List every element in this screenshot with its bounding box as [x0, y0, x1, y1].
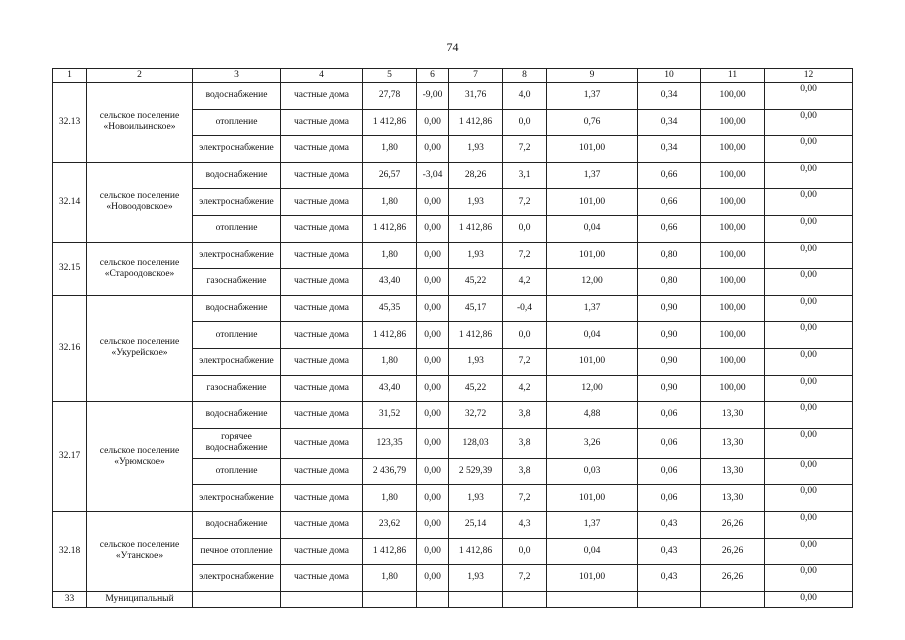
settlement-name — [87, 402, 193, 512]
value-col11: 100,00 — [701, 295, 765, 322]
column-header: 11 — [701, 69, 765, 83]
utility-type: газоснабжение — [193, 269, 281, 296]
value-col11: 100,00 — [701, 109, 765, 136]
empty-cell — [449, 591, 503, 607]
value-col11: 100,00 — [701, 269, 765, 296]
value-col12: 0,00 — [765, 189, 853, 216]
row-code: 32.13 — [53, 83, 87, 163]
value-col10: 0,80 — [638, 242, 701, 269]
column-header: 7 — [449, 69, 503, 83]
value-col9: 12,00 — [547, 269, 638, 296]
value-col6: 0,00 — [417, 375, 449, 402]
settlement-title: «Утанское» — [115, 551, 164, 562]
value-col10: 0,66 — [638, 162, 701, 189]
value-col10: 0,80 — [638, 269, 701, 296]
page-number: 74 — [446, 40, 459, 54]
value-col9: 1,37 — [547, 162, 638, 189]
column-header: 2 — [87, 69, 193, 83]
utility-type: отопление — [193, 322, 281, 349]
value-col10: 0,90 — [638, 348, 701, 375]
value-col5: 1,80 — [363, 242, 417, 269]
value-col12: 0,00 — [765, 215, 853, 242]
settlement-name: Муниципальный — [87, 591, 193, 607]
value-col9: 101,00 — [547, 189, 638, 216]
value-col7: 1,93 — [449, 242, 503, 269]
utility-type: электроснабжение — [193, 189, 281, 216]
column-header: 5 — [363, 69, 417, 83]
building-type: частные дома — [281, 538, 363, 565]
value-col11: 100,00 — [701, 215, 765, 242]
value-col5: 1,80 — [363, 485, 417, 512]
value-col9: 12,00 — [547, 375, 638, 402]
value-col12: 0,00 — [765, 402, 853, 429]
value-col10: 0,66 — [638, 189, 701, 216]
utility-type: электроснабжение — [193, 348, 281, 375]
utility-type: водоснабжение — [193, 295, 281, 322]
value-col11: 26,26 — [701, 511, 765, 538]
value-col12: 0,00 — [765, 322, 853, 349]
value-col12: 0,00 — [765, 269, 853, 296]
column-header: 1 — [53, 69, 87, 83]
building-type: частные дома — [281, 242, 363, 269]
value-col5: 2 436,79 — [363, 458, 417, 485]
empty-cell — [701, 591, 765, 607]
value-col9: 1,37 — [547, 295, 638, 322]
value-col9: 0,04 — [547, 215, 638, 242]
column-header: 4 — [281, 69, 363, 83]
value-col11: 13,30 — [701, 458, 765, 485]
building-type: частные дома — [281, 215, 363, 242]
value-col8: 4,2 — [503, 269, 547, 296]
empty-cell — [193, 591, 281, 607]
value-col8: 7,2 — [503, 485, 547, 512]
empty-cell — [503, 591, 547, 607]
value-col12: 0,00 — [765, 83, 853, 110]
value-col7: 1,93 — [449, 565, 503, 592]
settlement-type: сельское поселение — [99, 337, 180, 348]
value-col10: 0,06 — [638, 428, 701, 458]
table-row — [53, 83, 853, 110]
utility-type: водоснабжение — [193, 511, 281, 538]
value-col10: 0,34 — [638, 109, 701, 136]
value-col11: 100,00 — [701, 189, 765, 216]
empty-cell — [363, 591, 417, 607]
table-row — [53, 242, 853, 269]
building-type: частные дома — [281, 83, 363, 110]
value-col5: 23,62 — [363, 511, 417, 538]
value-col9: 101,00 — [547, 485, 638, 512]
value-col6: 0,00 — [417, 458, 449, 485]
value-col11: 100,00 — [701, 242, 765, 269]
column-header: 12 — [765, 69, 853, 83]
value-col10: 0,06 — [638, 402, 701, 429]
settlement-title: «Новоодовское» — [106, 202, 173, 213]
column-header: 9 — [547, 69, 638, 83]
settlement-type: сельское поселение — [99, 540, 180, 551]
value-col9: 0,04 — [547, 538, 638, 565]
row-code: 32.14 — [53, 162, 87, 242]
value-col9: 0,04 — [547, 322, 638, 349]
value-col10: 0,34 — [638, 136, 701, 163]
value-col8: 3,8 — [503, 428, 547, 458]
value-col8: 3,1 — [503, 162, 547, 189]
settlement-title: «Укурейское» — [111, 348, 168, 359]
value-col5: 27,78 — [363, 83, 417, 110]
value-col8: 0,0 — [503, 538, 547, 565]
building-type: частные дома — [281, 322, 363, 349]
value-col5: 123,35 — [363, 428, 417, 458]
utility-type: электроснабжение — [193, 242, 281, 269]
building-type: частные дома — [281, 162, 363, 189]
building-type: частные дома — [281, 348, 363, 375]
value-col7: 1 412,86 — [449, 109, 503, 136]
value-col9: 101,00 — [547, 348, 638, 375]
value-col8: 3,8 — [503, 458, 547, 485]
value-col7: 31,76 — [449, 83, 503, 110]
value-col5: 1 412,86 — [363, 538, 417, 565]
settlement-title: «Староодовское» — [104, 268, 175, 279]
row-code: 32.16 — [53, 295, 87, 401]
settlement-title: «Новоильинское» — [103, 122, 176, 133]
building-type: частные дома — [281, 402, 363, 429]
value-col10: 0,90 — [638, 375, 701, 402]
value-col8: 0,0 — [503, 109, 547, 136]
utility-type: водоснабжение — [193, 162, 281, 189]
table-row — [53, 591, 853, 607]
value-col11: 13,30 — [701, 402, 765, 429]
settlement-name — [87, 162, 193, 242]
building-type: частные дома — [281, 189, 363, 216]
value-col6: 0,00 — [417, 242, 449, 269]
value-col7: 2 529,39 — [449, 458, 503, 485]
row-code: 32.15 — [53, 242, 87, 295]
value-col5: 1 412,86 — [363, 109, 417, 136]
value-col12: 0,00 — [765, 485, 853, 512]
value-col8: 0,0 — [503, 322, 547, 349]
utility-type: электроснабжение — [193, 565, 281, 592]
value-col6: 0,00 — [417, 485, 449, 512]
value-col5: 1,80 — [363, 136, 417, 163]
value-col8: 4,3 — [503, 511, 547, 538]
value-col6: -3,04 — [417, 162, 449, 189]
value-col9: 1,37 — [547, 511, 638, 538]
settlement-type: сельское поселение — [99, 111, 180, 122]
value-col7: 45,22 — [449, 375, 503, 402]
value-col6: 0,00 — [417, 565, 449, 592]
value-col9: 101,00 — [547, 565, 638, 592]
value-col5: 43,40 — [363, 375, 417, 402]
utility-type: водоснабжение — [193, 83, 281, 110]
value-col7: 1,93 — [449, 485, 503, 512]
value-col11: 100,00 — [701, 136, 765, 163]
value-col8: 7,2 — [503, 565, 547, 592]
value-col12: 0,00 — [765, 565, 853, 592]
value-col8: 7,2 — [503, 189, 547, 216]
value-col10: 0,90 — [638, 295, 701, 322]
row-code: 33 — [53, 591, 87, 607]
settlement-name — [87, 511, 193, 591]
value-col7: 45,17 — [449, 295, 503, 322]
value-col5: 1,80 — [363, 348, 417, 375]
value-col11: 26,26 — [701, 538, 765, 565]
value-col6: 0,00 — [417, 109, 449, 136]
value-col8: 7,2 — [503, 136, 547, 163]
value-col10: 0,06 — [638, 458, 701, 485]
value-col6: 0,00 — [417, 269, 449, 296]
settlement-type: сельское поселение — [99, 257, 180, 268]
value-col11: 26,26 — [701, 565, 765, 592]
utility-type: электроснабжение — [193, 485, 281, 512]
value-col7: 1 412,86 — [449, 538, 503, 565]
value-col8: 7,2 — [503, 242, 547, 269]
table-body — [53, 69, 853, 608]
value-col9: 101,00 — [547, 136, 638, 163]
value-col9: 0,76 — [547, 109, 638, 136]
value-col5: 1,80 — [363, 189, 417, 216]
value-col6: 0,00 — [417, 428, 449, 458]
tariff-table — [52, 68, 853, 608]
header-row — [53, 69, 853, 83]
value-col7: 45,22 — [449, 269, 503, 296]
value-col10: 0,06 — [638, 485, 701, 512]
value-col8: -0,4 — [503, 295, 547, 322]
table-row — [53, 511, 853, 538]
value-col7: 1 412,86 — [449, 322, 503, 349]
value-col10: 0,43 — [638, 511, 701, 538]
value-col8: 3,8 — [503, 402, 547, 429]
value-col12: 0,00 — [765, 591, 853, 607]
building-type: частные дома — [281, 269, 363, 296]
column-header: 10 — [638, 69, 701, 83]
value-col6: 0,00 — [417, 215, 449, 242]
empty-cell — [281, 591, 363, 607]
utility-type: горячее водоснабжение — [193, 428, 281, 458]
value-col5: 1,80 — [363, 565, 417, 592]
value-col12: 0,00 — [765, 295, 853, 322]
value-col12: 0,00 — [765, 242, 853, 269]
value-col10: 0,43 — [638, 565, 701, 592]
value-col6: 0,00 — [417, 295, 449, 322]
value-col8: 4,0 — [503, 83, 547, 110]
value-col6: 0,00 — [417, 189, 449, 216]
value-col7: 1,93 — [449, 189, 503, 216]
building-type: частные дома — [281, 565, 363, 592]
empty-cell — [638, 591, 701, 607]
building-type: частные дома — [281, 458, 363, 485]
settlement-title: «Урюмское» — [114, 456, 165, 467]
value-col11: 100,00 — [701, 83, 765, 110]
value-col7: 28,26 — [449, 162, 503, 189]
utility-type: отопление — [193, 109, 281, 136]
utility-type: газоснабжение — [193, 375, 281, 402]
value-col6: 0,00 — [417, 348, 449, 375]
settlement-type: сельское поселение — [99, 445, 180, 456]
value-col6: 0,00 — [417, 511, 449, 538]
value-col11: 13,30 — [701, 428, 765, 458]
value-col10: 0,43 — [638, 538, 701, 565]
value-col12: 0,00 — [765, 375, 853, 402]
value-col5: 1 412,86 — [363, 215, 417, 242]
value-col7: 25,14 — [449, 511, 503, 538]
value-col12: 0,00 — [765, 136, 853, 163]
empty-cell — [417, 591, 449, 607]
value-col7: 128,03 — [449, 428, 503, 458]
value-col6: 0,00 — [417, 136, 449, 163]
settlement-type: сельское поселение — [99, 191, 180, 202]
building-type: частные дома — [281, 428, 363, 458]
value-col8: 7,2 — [503, 348, 547, 375]
value-col11: 100,00 — [701, 322, 765, 349]
value-col12: 0,00 — [765, 428, 853, 458]
value-col10: 0,34 — [638, 83, 701, 110]
building-type: частные дома — [281, 109, 363, 136]
value-col12: 0,00 — [765, 348, 853, 375]
row-code: 32.17 — [53, 402, 87, 512]
building-type: частные дома — [281, 295, 363, 322]
value-col11: 100,00 — [701, 162, 765, 189]
table-row — [53, 162, 853, 189]
value-col5: 1 412,86 — [363, 322, 417, 349]
utility-type: печное отопление — [193, 538, 281, 565]
utility-type: отопление — [193, 215, 281, 242]
value-col7: 1,93 — [449, 348, 503, 375]
column-header: 8 — [503, 69, 547, 83]
value-col5: 43,40 — [363, 269, 417, 296]
value-col6: 0,00 — [417, 322, 449, 349]
value-col11: 13,30 — [701, 485, 765, 512]
value-col9: 1,37 — [547, 83, 638, 110]
value-col11: 100,00 — [701, 375, 765, 402]
value-col8: 0,0 — [503, 215, 547, 242]
table-row — [53, 402, 853, 429]
value-col9: 4,88 — [547, 402, 638, 429]
column-header: 6 — [417, 69, 449, 83]
building-type: частные дома — [281, 375, 363, 402]
value-col7: 32,72 — [449, 402, 503, 429]
building-type: частные дома — [281, 511, 363, 538]
settlement-name — [87, 83, 193, 163]
value-col6: -9,00 — [417, 83, 449, 110]
value-col5: 31,52 — [363, 402, 417, 429]
table-row — [53, 295, 853, 322]
settlement-name — [87, 295, 193, 401]
value-col5: 45,35 — [363, 295, 417, 322]
value-col12: 0,00 — [765, 458, 853, 485]
value-col6: 0,00 — [417, 402, 449, 429]
value-col8: 4,2 — [503, 375, 547, 402]
empty-cell — [547, 591, 638, 607]
column-header: 3 — [193, 69, 281, 83]
value-col9: 0,03 — [547, 458, 638, 485]
utility-type: электроснабжение — [193, 136, 281, 163]
value-col10: 0,66 — [638, 215, 701, 242]
value-col9: 101,00 — [547, 242, 638, 269]
value-col12: 0,00 — [765, 109, 853, 136]
building-type: частные дома — [281, 136, 363, 163]
utility-type: водоснабжение — [193, 402, 281, 429]
value-col10: 0,90 — [638, 322, 701, 349]
value-col7: 1 412,86 — [449, 215, 503, 242]
value-col9: 3,26 — [547, 428, 638, 458]
value-col12: 0,00 — [765, 511, 853, 538]
building-type: частные дома — [281, 485, 363, 512]
value-col12: 0,00 — [765, 538, 853, 565]
value-col6: 0,00 — [417, 538, 449, 565]
value-col12: 0,00 — [765, 162, 853, 189]
row-code: 32.18 — [53, 511, 87, 591]
value-col11: 100,00 — [701, 348, 765, 375]
value-col7: 1,93 — [449, 136, 503, 163]
settlement-name — [87, 242, 193, 295]
utility-type: отопление — [193, 458, 281, 485]
value-col5: 26,57 — [363, 162, 417, 189]
